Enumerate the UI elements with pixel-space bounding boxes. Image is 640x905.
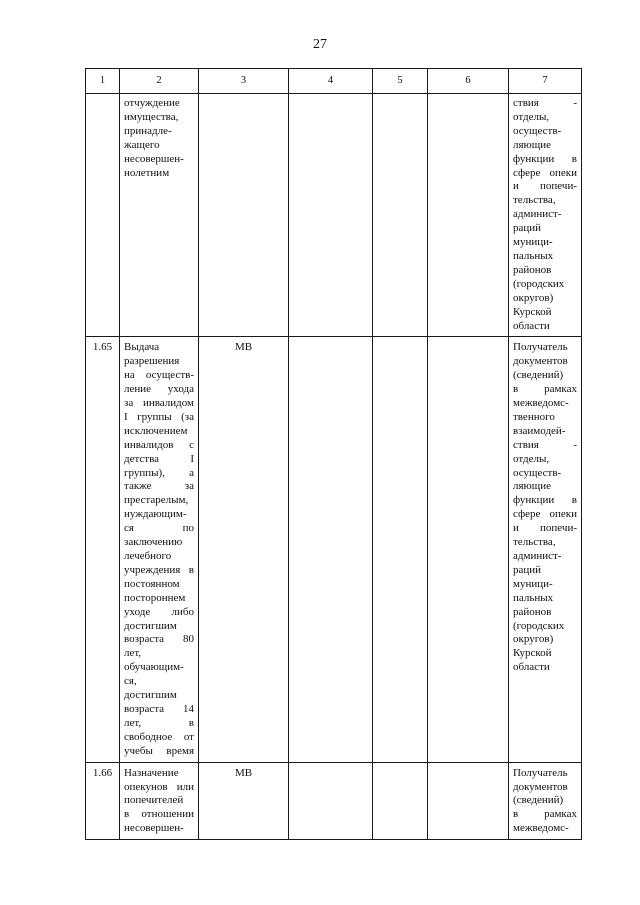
cell-text-line: пальных [513, 249, 554, 262]
cell-text-line: имущества, [124, 110, 179, 123]
cell-text-line: Назначение [124, 766, 179, 779]
cell-text-line: округов) [513, 291, 554, 304]
column-header: 5 [373, 69, 428, 94]
cell-text-line: взаимодей- [513, 424, 566, 437]
empty-cell [428, 94, 509, 337]
cell-text-line: уходе либо [124, 605, 194, 618]
cell-text-line: нолетним [124, 166, 170, 179]
cell-text-line: на осуществ- [124, 369, 194, 382]
service-name-cell [120, 762, 199, 840]
cell-text-line: админист- [513, 208, 562, 221]
cell-text-line: области [513, 319, 550, 332]
cell-text-line: возраста 80 [124, 633, 194, 646]
cell-text-line: детства I [124, 452, 194, 465]
cell-text-line: межведомс- [513, 397, 569, 410]
cell-text-line: возраста 14 [124, 702, 194, 715]
cell-text-line: районов [513, 605, 552, 618]
cell-text-line: пальных [513, 591, 554, 604]
cell-text-line: раций [513, 222, 542, 235]
empty-cell [289, 337, 373, 762]
empty-cell [428, 762, 509, 840]
cell-text-line: ление ухода [124, 383, 194, 396]
cell-text-line: сфере опеки [513, 508, 577, 521]
cell-text-line: районов [513, 263, 552, 276]
table-row [86, 337, 582, 762]
cell-text-line: постороннем [124, 591, 186, 604]
cell-text-line: отделы, [513, 452, 550, 465]
service-name-cell [120, 94, 199, 337]
cell-text-line: лечебного [124, 550, 172, 562]
cell-text-line: группы), а [124, 466, 194, 479]
cell-text-line: Курской [513, 647, 552, 660]
cell-text-line: за инвалидом [124, 397, 194, 410]
cell-text-line: муници- [513, 577, 553, 590]
table-header-row [86, 69, 582, 94]
cell-text-line: ся, [124, 675, 137, 688]
cell-text-line: осуществ- [513, 466, 562, 479]
service-name-cell [120, 337, 199, 762]
cell-text-line: также за [124, 480, 194, 493]
cell-text-line: в отношении [124, 808, 194, 821]
cell-text-line: попечителей [124, 794, 184, 807]
cell-text-line: (городских [513, 619, 565, 632]
cell-text-line: ся по [124, 522, 194, 535]
cell-text-line: постоянном [124, 577, 180, 590]
cell-text-line: ствия - [513, 438, 577, 451]
column-header: 2 [120, 69, 199, 94]
cell-text-line: достигшим [124, 689, 177, 702]
cell-text-line: I группы (за [124, 410, 194, 423]
interaction-type-cell [199, 94, 289, 337]
cell-text-line: округов) [513, 633, 554, 646]
cell-text-line: документов [513, 780, 568, 793]
cell-text-line: админист- [513, 550, 562, 562]
cell-text-line: нуждающим- [124, 508, 187, 521]
cell-text-line: твенного [513, 410, 555, 423]
table-row [86, 94, 582, 337]
cell-text-line: в рамках [513, 383, 577, 396]
cell-text-line: отделы, [513, 110, 550, 123]
cell-text-line: исключением [124, 424, 188, 437]
cell-text-line: раций [513, 563, 542, 576]
cell-text-line: Курской [513, 305, 552, 318]
cell-text-line: в рамках [513, 808, 577, 821]
cell-text-line: тельства, [513, 194, 556, 207]
cell-text-line: инвалидов с [124, 438, 194, 451]
cell-text-line: разрешения [124, 355, 180, 368]
cell-text-line: сфере опеки [513, 166, 577, 179]
cell-text-line: и попечи- [513, 522, 577, 535]
cell-text-line: несовершен- [124, 152, 184, 165]
cell-text-line: учреждения в [124, 563, 194, 576]
page-number: 27 [313, 37, 327, 52]
column-header: 6 [428, 69, 509, 94]
column-header: 3 [199, 69, 289, 94]
recipient-cell [509, 94, 582, 337]
cell-text-line: заключению [124, 536, 183, 549]
document-table [85, 68, 582, 840]
cell-text-line: межведомс- [513, 822, 569, 835]
cell-text-line: престарелым, [124, 494, 189, 507]
cell-text-line: (сведений) [513, 794, 564, 807]
cell-text-line: ляющие [513, 480, 552, 493]
cell-text-line: документов [513, 355, 568, 368]
cell-text-line: тельства, [513, 536, 556, 549]
column-header: 4 [289, 69, 373, 94]
cell-text-line: функции в [513, 152, 577, 165]
table-row [86, 762, 582, 840]
cell-text-line: достигшим [124, 619, 177, 632]
cell-text-line: ствия - [513, 97, 577, 109]
empty-cell [289, 762, 373, 840]
column-header: 1 [86, 69, 120, 94]
row-number-cell: 1.66 [86, 762, 120, 840]
cell-text-line: свободное от [124, 730, 194, 743]
cell-text-line: Получатель [513, 766, 568, 779]
cell-text-line: лет, в [124, 716, 194, 729]
cell-text-line: (сведений) [513, 369, 564, 382]
cell-text-line: обучающим- [124, 661, 184, 674]
row-number-cell: 1.65 [86, 337, 120, 762]
cell-text-line: функции в [513, 494, 577, 507]
cell-text-line: учебы время [124, 744, 194, 757]
empty-cell [373, 762, 428, 840]
empty-cell [428, 337, 509, 762]
cell-text-line: принадле- [124, 124, 172, 137]
cell-text-line: Получатель [513, 341, 568, 354]
cell-text-line: Выдача [124, 341, 160, 354]
interaction-type-cell: МВ [199, 337, 289, 762]
cell-text-line: жащего [124, 138, 160, 151]
cell-text-line: лет, [124, 647, 142, 660]
cell-text-line: ляющие [513, 138, 552, 151]
empty-cell [289, 94, 373, 337]
interaction-type-cell: МВ [199, 762, 289, 840]
recipient-cell [509, 762, 582, 840]
cell-text-line: осуществ- [513, 124, 562, 137]
empty-cell [373, 337, 428, 762]
column-header: 7 [509, 69, 582, 94]
cell-text-line: несовершен- [124, 822, 184, 835]
cell-text-line: и попечи- [513, 180, 577, 193]
cell-text-line: опекунов или [124, 780, 194, 793]
empty-cell [373, 94, 428, 337]
row-number-cell [86, 94, 120, 337]
cell-text-line: муници- [513, 236, 553, 249]
cell-text-line: области [513, 661, 550, 674]
cell-text-line: отчуждение [124, 97, 180, 109]
recipient-cell [509, 337, 582, 762]
cell-text-line: (городских [513, 277, 565, 290]
